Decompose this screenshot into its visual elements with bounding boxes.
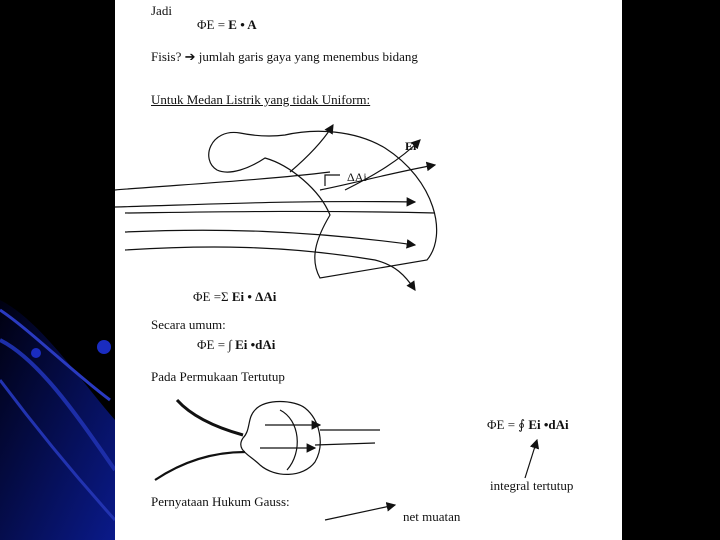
flux-equation-lhs: ΦE = bbox=[197, 17, 229, 32]
flux-closed-equation bbox=[487, 418, 569, 431]
flux-closed-lhs: ΦE = ∮ bbox=[487, 417, 529, 432]
net-muatan-label: net muatan bbox=[403, 509, 461, 524]
flux-integral-rhs: Ei •dAi bbox=[235, 337, 276, 352]
flux-sum-rhs: Ei • ΔAi bbox=[231, 289, 277, 304]
secara-umum-label: Secara umum: bbox=[151, 317, 226, 332]
flux-closed-rhs: Ei •dAi bbox=[528, 417, 569, 432]
flux-equation-rhs: E • A bbox=[228, 17, 257, 32]
integral-tertutup-label: integral tertutup bbox=[490, 478, 574, 493]
slide-content bbox=[115, 0, 622, 540]
figure-closed-surface bbox=[115, 0, 622, 540]
flux-integral-lhs: ΦE = ∫ bbox=[197, 337, 236, 352]
fisis-line: Fisis? ➔ jumlah garis gaya yang menembus bidang bbox=[151, 49, 418, 64]
jadi-label: Jadi bbox=[151, 3, 172, 18]
gauss-law-title: Pernyataan Hukum Gauss: bbox=[151, 494, 290, 509]
section-nonuniform-title: Untuk Medan Listrik yang tidak Uniform: bbox=[151, 92, 371, 107]
section-closed-surface-title: Pada Permukaan Tertutup bbox=[151, 369, 285, 384]
flux-sum-lhs: ΦE =Σ bbox=[193, 289, 232, 304]
label-Ei: Ei bbox=[405, 139, 417, 153]
label-dAi: ΔAi bbox=[347, 170, 367, 184]
